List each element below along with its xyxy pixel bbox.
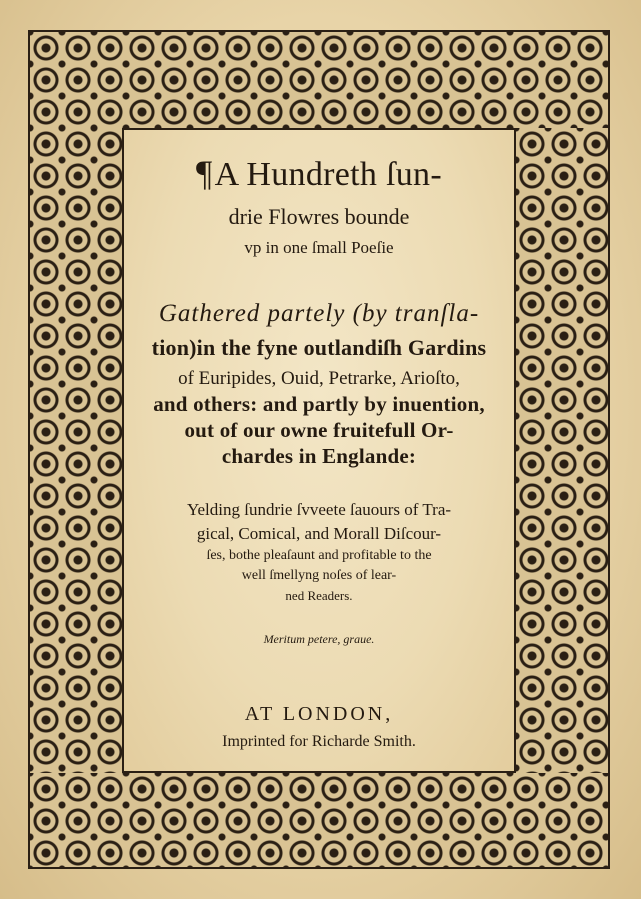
ornament-band-top: [30, 32, 608, 128]
title-text-panel: [122, 128, 516, 773]
pilcrow-mark: ¶: [196, 153, 213, 193]
title-line-1-text: A Hundreth ſun-: [214, 156, 442, 193]
imprint-printer: Imprinted for Richarde Smith.: [222, 733, 416, 750]
yelding-line-3: ſes, bothe pleaſaunt and profitable to the: [206, 548, 432, 563]
gathered-line-2: tion)in the fyne outlandiſh Gardins: [151, 335, 487, 360]
ornament-band-left: [30, 128, 122, 773]
yelding-line-4: well ſmellyng noſes of lear-: [241, 568, 397, 583]
yelding-line-1: Yelding ſundrie ſvveete ſauours of Tra-: [186, 500, 452, 519]
title-line-3: vp in one ſmall Poeſie: [244, 238, 394, 257]
gathered-line-1: Gathered partely (by tranſla-: [158, 300, 480, 327]
imprint-place: AT LONDON,: [244, 703, 394, 725]
ornament-band-bottom: [30, 773, 608, 867]
gathered-line-6: chardes in Englande:: [221, 444, 417, 468]
yelding-line-2: gical, Comical, and Morall Diſcour-: [196, 524, 442, 543]
gathered-line-4: and others: and partly by inuention,: [153, 392, 485, 416]
title-line-1: [124, 152, 514, 194]
latin-motto: Meritum petere, graue.: [263, 632, 375, 646]
ornament-band-right: [516, 128, 608, 773]
gathered-line-5: out of our owne fruitefull Or-: [184, 418, 454, 442]
title-line-2: drie Flowres bounde: [228, 204, 410, 229]
yelding-line-5: ned Readers.: [285, 588, 353, 603]
gathered-line-3: of Euripides, Ouid, Petrarke, Arioſto,: [178, 368, 460, 389]
